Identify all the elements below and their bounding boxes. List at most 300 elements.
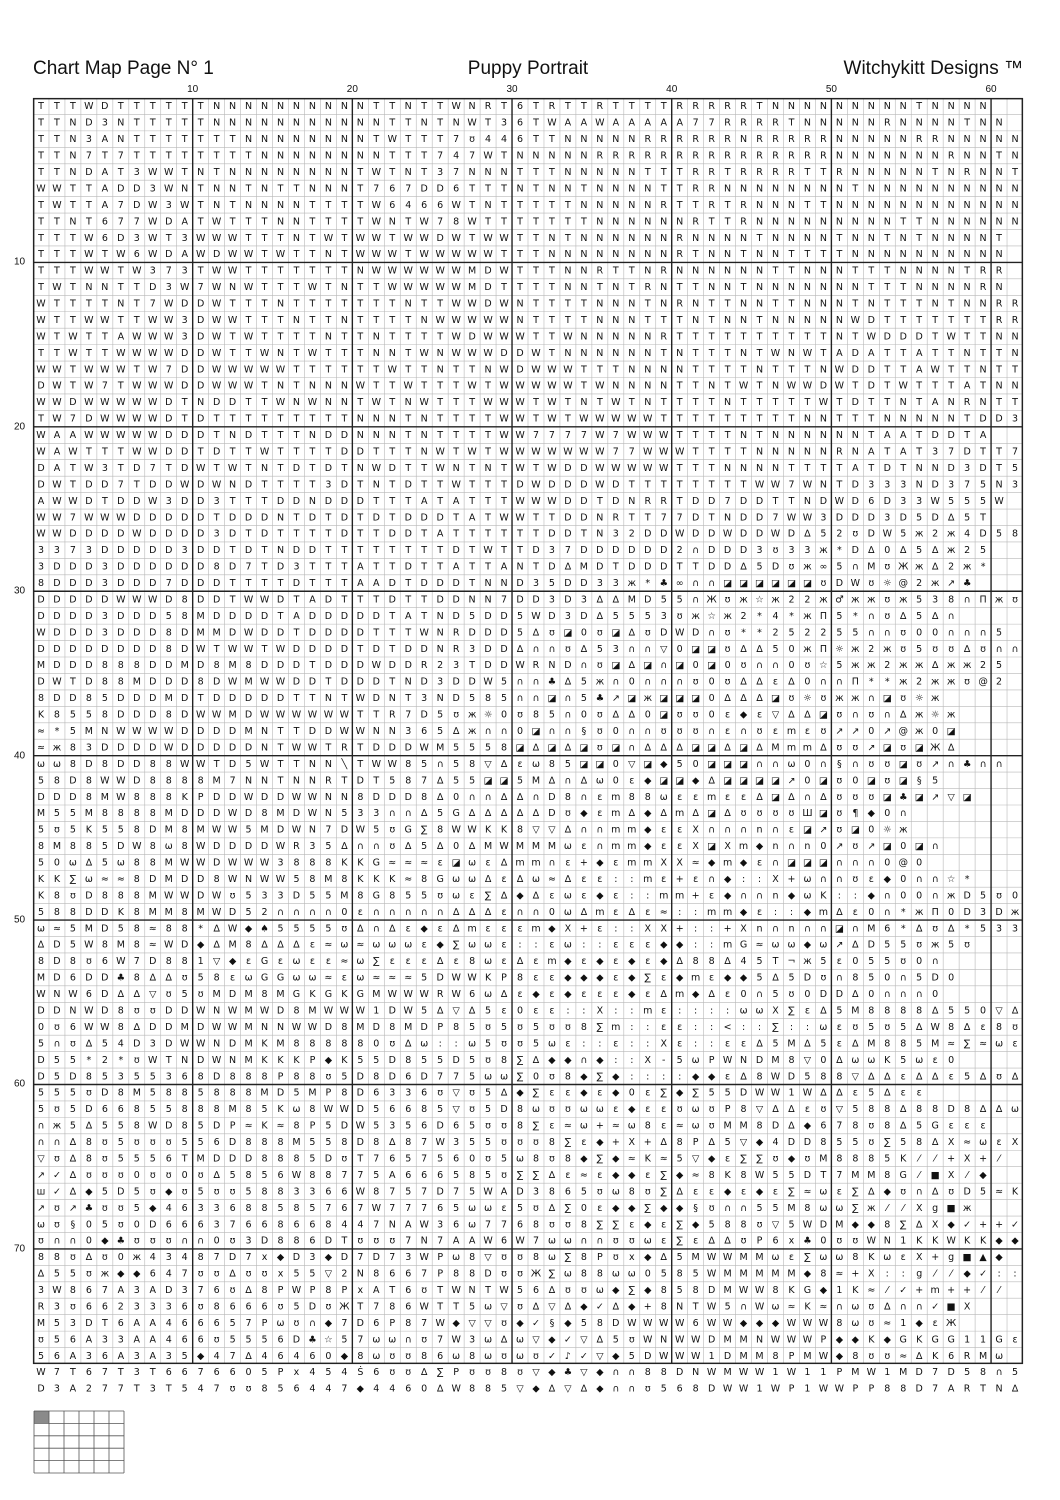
stitch-symbol: 8 — [389, 890, 395, 901]
stitch-symbol: T — [277, 726, 284, 737]
stitch-symbol: ∑ — [900, 1219, 907, 1230]
stitch-symbol: ε — [661, 841, 666, 852]
stitch-symbol: 6 — [565, 1186, 571, 1197]
stitch-symbol: T — [69, 101, 76, 112]
stitch-symbol: ◪ — [675, 775, 684, 786]
stitch-symbol: N — [804, 315, 811, 326]
stitch-symbol: 5 — [182, 989, 188, 1000]
stitch-symbol: 5 — [54, 1269, 60, 1280]
stitch-symbol: N — [660, 249, 667, 260]
stitch-symbol: D — [133, 611, 140, 622]
stitch-symbol: N — [341, 151, 348, 162]
stitch-symbol: ∩ — [564, 726, 571, 737]
stitch-symbol: 7 — [373, 183, 379, 194]
stitch-symbol: ◆ — [628, 1170, 636, 1181]
stitch-symbol: 5 — [964, 1006, 970, 1017]
stitch-symbol: D — [277, 594, 284, 605]
stitch-symbol: T — [261, 282, 268, 293]
stitch-symbol: T — [676, 381, 683, 392]
stitch-symbol: W — [100, 266, 110, 277]
stitch-symbol: ʊ — [597, 1186, 603, 1197]
stitch-symbol: ╲ — [341, 758, 349, 770]
stitch-symbol: 8 — [182, 1104, 188, 1115]
stitch-symbol: ʊ — [278, 1301, 284, 1312]
stitch-symbol: 6 — [118, 1104, 124, 1115]
stitch-symbol: A — [118, 331, 125, 342]
stitch-symbol: W — [723, 1384, 733, 1395]
stitch-symbol: * — [198, 923, 203, 934]
stitch-symbol: R — [964, 167, 971, 178]
stitch-symbol: ω — [596, 775, 604, 786]
stitch-symbol: W — [499, 1285, 509, 1296]
stitch-symbol: T — [804, 397, 811, 408]
stitch-symbol: W — [867, 1236, 877, 1247]
stitch-symbol: 5 — [309, 1269, 315, 1280]
stitch-symbol: T — [101, 1318, 108, 1329]
stitch-symbol: T — [388, 101, 395, 112]
stitch-symbol: T — [436, 299, 443, 310]
stitch-symbol: X — [660, 923, 667, 934]
stitch-symbol: D — [612, 545, 619, 556]
stitch-symbol: T — [436, 545, 443, 556]
stitch-symbol: W — [563, 331, 573, 342]
stitch-symbol: W — [260, 858, 270, 869]
stitch-symbol: D — [277, 627, 284, 638]
stitch-symbol: ∩ — [852, 710, 859, 721]
stitch-symbol: m — [627, 858, 636, 869]
stitch-symbol: ʊ — [884, 611, 890, 622]
stitch-symbol: W — [595, 479, 605, 490]
stitch-symbol: N — [932, 101, 939, 112]
stitch-symbol: 5 — [900, 1137, 906, 1148]
stitch-symbol: D — [421, 1022, 428, 1033]
stitch-symbol: : — [678, 907, 681, 918]
stitch-symbol: ε — [661, 825, 666, 836]
stitch-symbol: W — [196, 249, 206, 260]
stitch-symbol: 5 — [980, 923, 986, 934]
stitch-symbol: ж — [947, 545, 956, 556]
stitch-symbol: D — [325, 660, 332, 671]
stitch-symbol: D — [117, 759, 124, 770]
stitch-symbol: 6 — [182, 1071, 188, 1082]
stitch-symbol: 8 — [900, 1006, 906, 1017]
stitch-symbol: 5 — [102, 1071, 108, 1082]
stitch-symbol: N — [261, 1022, 268, 1033]
stitch-symbol: 6 — [86, 989, 92, 1000]
stitch-symbol: R — [644, 496, 651, 507]
stitch-symbol: D — [85, 677, 92, 688]
stitch-symbol: ʊ — [86, 1170, 92, 1181]
stitch-symbol: 5 — [693, 1269, 699, 1280]
stitch-symbol: W — [84, 512, 94, 523]
stitch-symbol: ʊ — [852, 874, 858, 885]
stitch-symbol: ∆ — [851, 989, 859, 1000]
stitch-symbol: D — [357, 1318, 364, 1329]
stitch-symbol: ʊ — [597, 742, 603, 753]
stitch-symbol: D — [277, 792, 284, 803]
stitch-symbol: ⁄ — [980, 1285, 986, 1296]
stitch-symbol: ε — [597, 808, 602, 819]
stitch-symbol: D — [181, 627, 188, 638]
stitch-symbol: ∆ — [212, 1170, 220, 1181]
stitch-symbol: ∆ — [739, 1071, 747, 1082]
stitch-symbol: N — [756, 249, 763, 260]
stitch-symbol: 4 — [373, 1384, 379, 1395]
stitch-symbol: T — [165, 118, 172, 129]
stitch-symbol: D — [197, 594, 204, 605]
stitch-symbol: T — [915, 299, 922, 310]
stitch-symbol: N — [788, 348, 795, 359]
stitch-symbol: 6 — [405, 1269, 411, 1280]
stitch-symbol: T — [69, 233, 76, 244]
stitch-symbol: D — [740, 512, 747, 523]
stitch-symbol: W — [84, 364, 94, 375]
stitch-symbol: W — [52, 183, 62, 194]
stitch-symbol: ʊ — [836, 808, 842, 819]
stitch-symbol: ε — [549, 989, 554, 1000]
stitch-symbol: ʊ — [741, 1236, 747, 1247]
stitch-symbol: N — [756, 266, 763, 277]
stitch-symbol: W — [563, 446, 573, 457]
stitch-symbol: ∆ — [1011, 1006, 1019, 1017]
stitch-symbol: 5 — [293, 1301, 299, 1312]
stitch-symbol: ∩ — [437, 759, 444, 770]
stitch-symbol: 5 — [597, 644, 603, 655]
stitch-symbol: T — [915, 446, 922, 457]
stitch-symbol: ∩ — [788, 841, 795, 852]
stitch-symbol: W — [228, 381, 238, 392]
stitch-symbol: 5 — [469, 1137, 475, 1148]
stitch-symbol: T — [851, 414, 858, 425]
stitch-symbol: D — [261, 512, 268, 523]
stitch-symbol: D — [421, 512, 428, 523]
stitch-symbol: T — [69, 463, 76, 474]
stitch-symbol: R — [740, 118, 747, 129]
stitch-symbol: D — [213, 841, 220, 852]
stitch-symbol: ε — [533, 973, 538, 984]
stitch-symbol: ε — [549, 940, 554, 951]
stitch-symbol: ≈ — [404, 858, 412, 869]
stitch-symbol: : — [598, 1038, 601, 1049]
chart-title: Puppy Portrait — [33, 58, 1023, 80]
stitch-symbol: T — [388, 627, 395, 638]
stitch-symbol: ε — [645, 907, 650, 918]
stitch-symbol: A — [453, 1236, 460, 1247]
stitch-symbol: 4 — [166, 1334, 172, 1345]
stitch-symbol: ∑ — [788, 1186, 795, 1197]
stitch-symbol: ≈ — [867, 1285, 875, 1296]
stitch-symbol: T — [165, 233, 172, 244]
stitch-symbol: ∆ — [1011, 1071, 1019, 1082]
stitch-symbol: W — [164, 299, 174, 310]
stitch-symbol: 5 — [70, 1121, 76, 1132]
stitch-symbol: W — [787, 1367, 797, 1378]
stitch-symbol: D — [181, 710, 188, 721]
stitch-symbol: ≈ — [564, 1121, 572, 1132]
stitch-symbol: R — [772, 118, 779, 129]
stitch-symbol: T — [756, 233, 763, 244]
stitch-symbol: 5 — [182, 1137, 188, 1148]
stitch-symbol: * — [789, 611, 794, 622]
stitch-symbol: T — [612, 364, 619, 375]
stitch-symbol: T — [372, 364, 379, 375]
column-number: 50 — [826, 84, 837, 95]
stitch-symbol: D — [229, 512, 236, 523]
stitch-symbol: T — [708, 331, 715, 342]
stitch-symbol: 3 — [820, 512, 826, 523]
stitch-symbol: * — [869, 677, 874, 688]
stitch-symbol: W — [579, 446, 589, 457]
stitch-symbol: T — [388, 677, 395, 688]
stitch-symbol: 8 — [884, 1384, 890, 1395]
stitch-symbol: W — [819, 1351, 829, 1362]
stitch-symbol: N — [197, 167, 204, 178]
stitch-symbol: T — [388, 299, 395, 310]
stitch-symbol: 5 — [757, 973, 763, 984]
stitch-symbol: ∆ — [564, 562, 572, 573]
stitch-symbol: D — [101, 989, 108, 1000]
stitch-symbol: M — [292, 1137, 300, 1148]
stitch-symbol: ∆ — [532, 808, 540, 819]
stitch-symbol: ∆ — [596, 1334, 604, 1345]
stitch-symbol: T — [277, 233, 284, 244]
stitch-symbol: T — [293, 348, 300, 359]
stitch-symbol: T — [277, 578, 284, 589]
stitch-symbol: T — [404, 315, 411, 326]
stitch-symbol: ◆ — [229, 956, 237, 967]
stitch-symbol: 5 — [613, 611, 619, 622]
stitch-symbol: D — [596, 562, 603, 573]
stitch-symbol: ω — [340, 940, 348, 951]
stitch-symbol: ◆ — [740, 1318, 748, 1329]
stitch-symbol: 5 — [677, 1285, 683, 1296]
stitch-symbol: N — [309, 134, 316, 145]
stitch-symbol: ε — [661, 1121, 666, 1132]
stitch-symbol: ∆ — [947, 742, 955, 753]
stitch-symbol: N — [852, 151, 859, 162]
stitch-symbol: D — [708, 529, 715, 540]
stitch-symbol: R — [660, 134, 667, 145]
stitch-symbol: R — [692, 216, 699, 227]
stitch-symbol: 2 — [804, 594, 810, 605]
stitch-symbol: 6 — [373, 1367, 379, 1378]
stitch-symbol: A — [645, 118, 652, 129]
stitch-symbol: T — [532, 512, 539, 523]
stitch-symbol: N — [325, 101, 332, 112]
stitch-symbol: T — [181, 397, 188, 408]
stitch-symbol: ◆ — [580, 1301, 588, 1312]
stitch-symbol: 5 — [38, 907, 44, 918]
stitch-symbol: 4 — [166, 1318, 172, 1329]
stitch-symbol: : — [790, 907, 793, 918]
stitch-symbol: ◆ — [724, 1186, 732, 1197]
minimap-current-page — [34, 1411, 49, 1423]
stitch-symbol: W — [212, 266, 222, 277]
stitch-symbol: 6 — [54, 1351, 60, 1362]
stitch-symbol: P — [278, 1367, 284, 1378]
stitch-symbol: D — [341, 644, 348, 655]
stitch-symbol: ◆ — [708, 1071, 716, 1082]
stitch-symbol: W — [324, 233, 334, 244]
stitch-symbol: W — [84, 101, 94, 112]
stitch-symbol: * — [55, 726, 60, 737]
stitch-symbol: T — [436, 562, 443, 573]
stitch-symbol: T — [835, 249, 842, 260]
stitch-symbol: T — [372, 775, 379, 786]
stitch-symbol: D — [101, 973, 108, 984]
stitch-symbol: T — [277, 611, 284, 622]
stitch-symbol: D — [261, 693, 268, 704]
stitch-symbol: ◆ — [836, 1334, 844, 1345]
stitch-symbol: T — [867, 282, 874, 293]
stitch-symbol: 3 — [134, 1367, 140, 1378]
stitch-symbol: R — [884, 118, 891, 129]
stitch-symbol: K — [900, 1153, 907, 1164]
stitch-symbol: N — [884, 414, 891, 425]
stitch-symbol: M — [133, 677, 141, 688]
stitch-symbol: T — [740, 364, 747, 375]
stitch-symbol: D — [133, 200, 140, 211]
stitch-symbol: N — [341, 397, 348, 408]
stitch-symbol: 5 — [405, 1121, 411, 1132]
stitch-symbol: M — [931, 1038, 939, 1049]
stitch-symbol: T — [979, 1384, 986, 1395]
stitch-symbol: ◪ — [659, 775, 668, 786]
stitch-symbol: N — [564, 282, 571, 293]
stitch-symbol: T — [420, 331, 427, 342]
stitch-symbol: N — [740, 299, 747, 310]
stitch-symbol: ʊ — [868, 578, 874, 589]
stitch-symbol: D — [229, 1153, 236, 1164]
stitch-symbol: M — [117, 940, 125, 951]
stitch-symbol: ∆ — [723, 742, 731, 753]
stitch-symbol: 5 — [246, 759, 252, 770]
stitch-symbol: ▽ — [580, 1367, 588, 1378]
stitch-symbol: 4 — [198, 1384, 204, 1395]
stitch-symbol: ∆ — [787, 1121, 795, 1132]
stitch-symbol: 5 — [198, 1137, 204, 1148]
stitch-symbol: W — [755, 1285, 765, 1296]
stitch-symbol: 6 — [182, 1334, 188, 1345]
stitch-symbol: D — [373, 644, 380, 655]
stitch-symbol: ◆ — [596, 890, 604, 901]
stitch-symbol: N — [995, 249, 1002, 260]
stitch-symbol: 6 — [198, 1318, 204, 1329]
stitch-symbol: D — [947, 1104, 954, 1115]
stitch-symbol: W — [435, 446, 445, 457]
stitch-symbol: ◆ — [564, 1055, 572, 1066]
stitch-symbol: N — [820, 364, 827, 375]
stitch-symbol: N — [309, 167, 316, 178]
stitch-symbol: ∆ — [915, 1071, 923, 1082]
stitch-symbol: 3 — [389, 1121, 395, 1132]
stitch-symbol: T — [756, 430, 763, 441]
stitch-symbol: T — [388, 397, 395, 408]
stitch-symbol: : — [630, 923, 633, 934]
stitch-symbol: 5 — [38, 1104, 44, 1115]
stitch-symbol: ʊ — [597, 627, 603, 638]
stitch-symbol: W — [388, 134, 398, 145]
stitch-symbol: N — [804, 183, 811, 194]
stitch-symbol: ε — [246, 956, 251, 967]
stitch-symbol: 5 — [469, 693, 475, 704]
stitch-symbol: + — [580, 858, 588, 869]
stitch-symbol: T — [596, 282, 603, 293]
stitch-symbol: T — [53, 118, 60, 129]
stitch-symbol: ✓ — [931, 1301, 939, 1312]
stitch-symbol: 8 — [373, 1137, 379, 1148]
stitch-symbol: D — [947, 1367, 954, 1378]
stitch-symbol: ∆ — [771, 973, 779, 984]
stitch-symbol: D — [37, 611, 44, 622]
stitch-symbol: 8 — [421, 1104, 427, 1115]
stitch-symbol: T — [484, 446, 491, 457]
stitch-symbol: R — [788, 167, 795, 178]
stitch-symbol: D — [229, 907, 236, 918]
stitch-symbol: T — [309, 414, 316, 425]
stitch-symbol: W — [595, 381, 605, 392]
stitch-symbol: N — [788, 233, 795, 244]
stitch-symbol: ♣ — [564, 1367, 573, 1378]
stitch-symbol: 8 — [501, 742, 507, 753]
stitch-symbol: W — [324, 710, 334, 721]
stitch-symbol: ∆ — [420, 808, 428, 819]
stitch-symbol: N — [660, 216, 667, 227]
stitch-symbol: ∆ — [580, 644, 588, 655]
stitch-symbol: T — [740, 249, 747, 260]
stitch-symbol: 3 — [182, 315, 188, 326]
stitch-symbol: W — [308, 348, 318, 359]
stitch-symbol: 0 — [373, 1038, 379, 1049]
stitch-symbol: K — [38, 874, 45, 885]
stitch-symbol: T — [628, 397, 635, 408]
stitch-symbol: ◆ — [580, 1071, 588, 1082]
stitch-symbol: N — [980, 134, 987, 145]
stitch-symbol: T — [117, 101, 124, 112]
stitch-symbol: D — [389, 1071, 396, 1082]
stitch-symbol: ∩ — [596, 841, 603, 852]
stitch-symbol: ▽ — [452, 1006, 460, 1017]
stitch-symbol: : — [630, 1038, 633, 1049]
stitch-symbol: N — [772, 463, 779, 474]
stitch-symbol: ◆ — [676, 1088, 684, 1099]
stitch-symbol: ʊ — [693, 677, 699, 688]
stitch-symbol: N — [101, 726, 108, 737]
stitch-symbol: A — [134, 1318, 141, 1329]
stitch-symbol: T — [899, 348, 906, 359]
stitch-symbol: ◆ — [868, 890, 876, 901]
stitch-symbol: R — [836, 446, 843, 457]
stitch-symbol: N — [69, 216, 76, 227]
stitch-symbol: N — [580, 266, 587, 277]
stitch-symbol: 8 — [357, 792, 363, 803]
stitch-symbol: N — [309, 775, 316, 786]
stitch-symbol: ʊ — [38, 1236, 44, 1247]
stitch-symbol: ◆ — [660, 956, 668, 967]
stitch-symbol: 0 — [804, 989, 810, 1000]
stitch-symbol: 8 — [405, 1318, 411, 1329]
stitch-symbol: ∑ — [549, 1269, 556, 1280]
stitch-symbol: m — [707, 907, 716, 918]
row-number: 50 — [14, 915, 25, 926]
stitch-symbol: ◆ — [452, 1318, 460, 1329]
stitch-symbol: T — [85, 200, 92, 211]
stitch-symbol: ♣ — [963, 759, 972, 770]
stitch-symbol: ε — [581, 1137, 586, 1148]
stitch-symbol: N — [772, 249, 779, 260]
stitch-symbol: ♠ — [260, 923, 269, 934]
stitch-symbol: T — [532, 167, 539, 178]
